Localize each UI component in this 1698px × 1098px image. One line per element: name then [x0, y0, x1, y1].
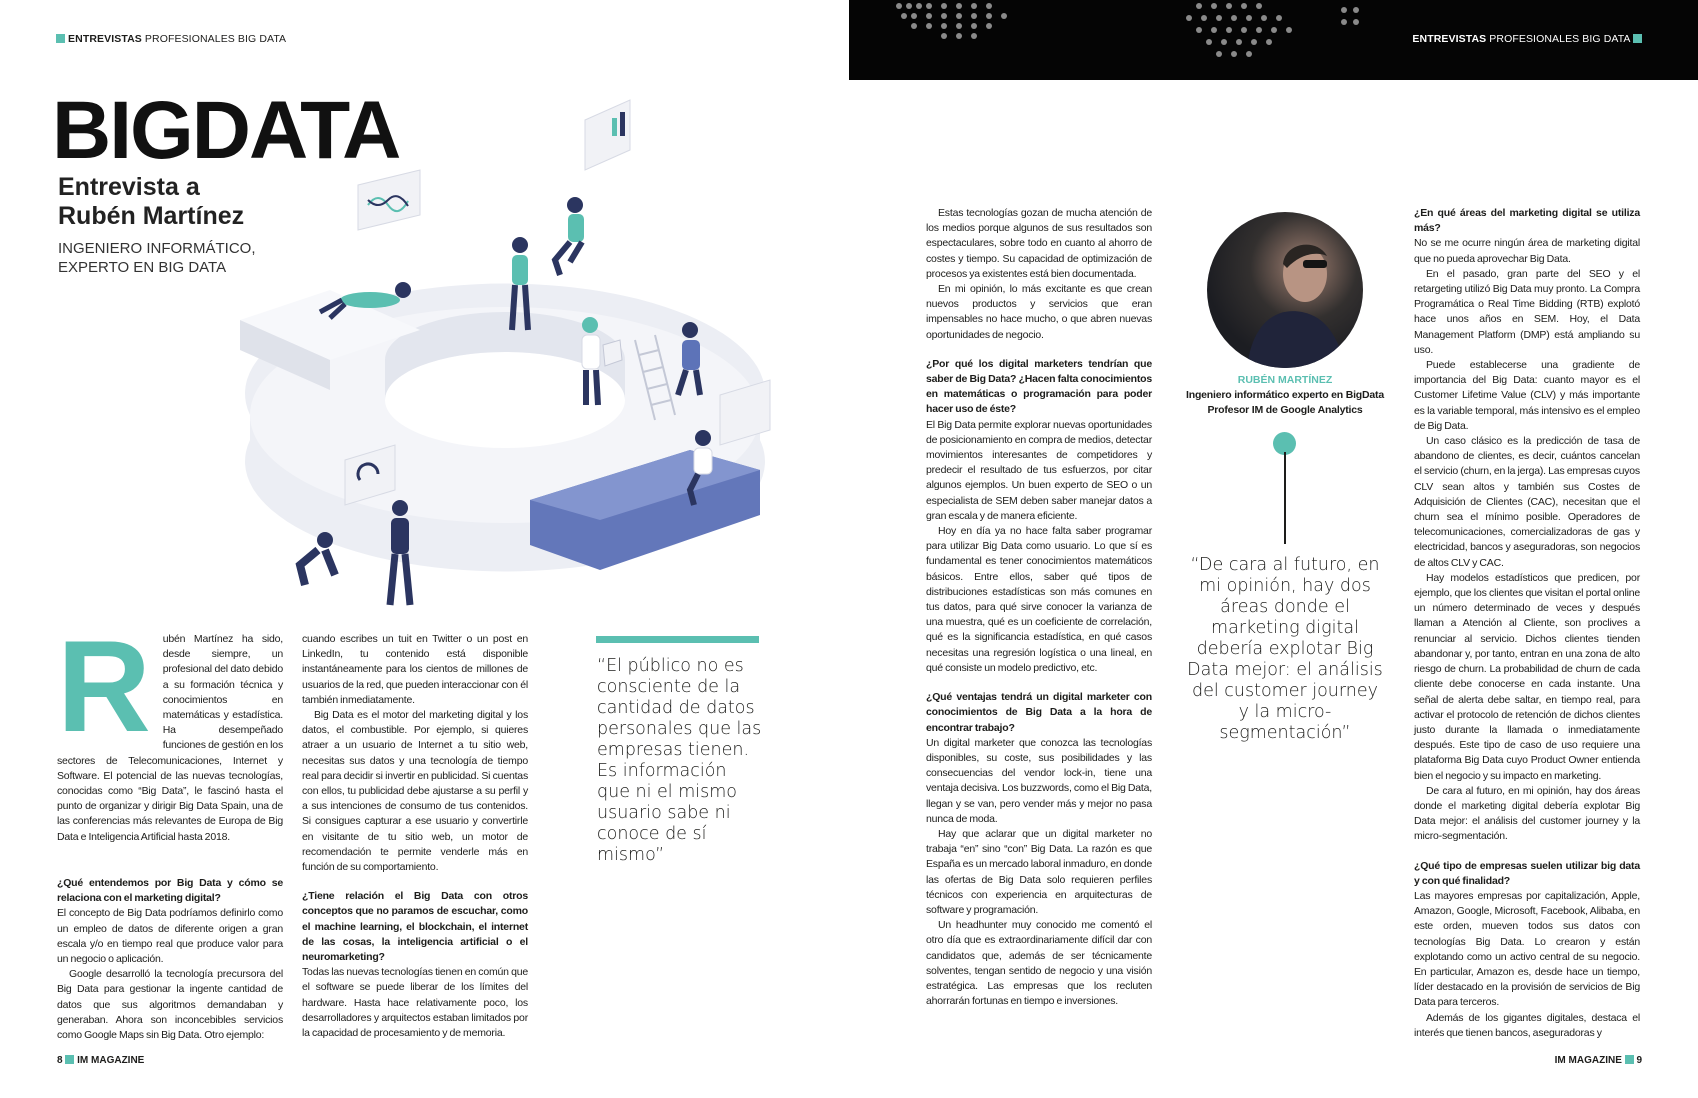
question-6: ¿Qué tipo de empresas suelen utilizar big data y con qué finalidad? — [1414, 859, 1640, 887]
subtitle-line2: Rubén Martínez — [58, 202, 245, 230]
answer-4-p3: Un headhunter muy conocido me comentó el otro día que es extraordinariamente difícil dar con candidatos que, además de ser técnicamente solventes, tengan sentido de negocio y una visión estratégica. Las empresas que los recluten ahorrarán fortunas en tiempo e inversiones. — [926, 919, 1152, 1008]
pull-quote-bar — [596, 636, 759, 643]
profile-name: RUBÉN MARTÍNEZ — [1237, 374, 1333, 386]
profile-line1: Ingeniero informático experto en BigData — [1186, 389, 1384, 401]
page-number: 8 — [57, 1055, 63, 1066]
role-line2: EXPERTO EN BIG DATA — [58, 259, 227, 276]
answer-2-p3: En mi opinión, lo más excitante es que crean nuevos productos y servicios que eran impensables no hace mucho, o que abren nuevas oportunidades de negocio. — [926, 283, 1152, 341]
column-1 — [57, 613, 283, 1043]
answer-4-p2: Hay que aclarar que un digital marketer no trabaja “en” sino “con” Big Data. La razón es que España es un mercado laboral inmaduro, en donde las ofertas de Big Data solo requieren perfiles técnicos con experiencia en arquitecturas de software y programación. — [926, 827, 1152, 916]
drop-cap: R — [57, 613, 151, 759]
answer-1-p2: Google desarrolló la tecnología precursora del Big Data para gestionar la ingente cantidad de datos que sus algoritmos demandaban y generaban. Ahora son inconcebibles servicios como Google Maps sin Big Data. Otro ejemplo: — [57, 968, 283, 1042]
answer-4-p1: Un digital marketer que conozca las tecnologías disponibles, su coste, sus posibilidades y las consecuencias del vendor lock-in, tiene una ventaja decisiva. Los buzzwords, como el Big Data, llegan y se van, pero vender más y mejor no pasa nunca de moda. — [926, 736, 1152, 825]
right-page — [849, 0, 1698, 1098]
answer-5-p4: Un caso clásico es la predicción de tasa de abandono de clientes, es decir, cuántos cancelan el servicio (churn, en la jerga). Las empresas cuyos CLV sean altos y también sus Costes de Adquisición de Clientes (CAC), necesitan que el churn sea el mínimo posible. Operadores de telecomunicaciones, comercializadoras de gas y electricidad, bancos y aseguradoras, son negocios de altos CLV y CAC. — [1414, 435, 1640, 569]
column-3 — [926, 206, 1152, 1009]
question-2: ¿Tiene relación el Big Data con otros conceptos que no paramos de escuchar, como el machine learning, el blockchain, el internet de las cosas, la inteligencia artificial o el neuromarketing? — [302, 890, 528, 964]
answer-6-p2: Además de los gigantes digitales, destaca el interés que tienen bancos, aseguradoras y — [1414, 1011, 1640, 1039]
header-section: ENTREVISTAS — [1412, 33, 1487, 45]
question-5: ¿En qué áreas del marketing digital se utiliza más? — [1414, 207, 1640, 235]
answer-5-p5: Hay modelos estadísticos que predicen, por ejemplo, que los clientes que visitan el portal online un número determinado de veces y después llaman a Atención al Cliente, son proclives a renunciar al servicio. Dichos clientes tienden abandonar y, por tanto, entran en una zona de alto riesgo de churn. La probabilidad de churn de cada cliente debe conocerse en cada instante. Una señal de alerta debe saltar, en tiempo real, para activar el protocolo de retención de dichos clientes justo durante la llamada o inmediatamente después. Este tipo de caso de uso requiere una plataforma Big Data cuyo Product Owner entienda bien el negocio y su impacto en marketing. — [1414, 571, 1640, 782]
answer-6-p1: Las mayores empresas por capitalización, Apple, Amazon, Google, Microsoft, Facebook, Alibaba, en este orden, mueven todos sus datos con tecnologías Big Data. Lo crearon y están explotando como un activo central de su negocio. En particular, Amazon es, desde hace un tiempo, líder destacado en la provisión de servicios de Big Data para terceros. — [1414, 889, 1640, 1009]
person-sitting-top — [555, 197, 584, 275]
answer-1-p1: El concepto de Big Data podríamos definirlo como un empleo de datos de diferente origen a gran escala y/o en tiempo real que produce valor para un negocio o aplicación. — [57, 907, 283, 966]
portrait-silhouette — [1207, 212, 1363, 368]
accent-square — [1633, 34, 1642, 43]
answer-3-p1: El Big Data permite explorar nuevas oportunidades de posicionamiento en compra de medios, detectar movimientos interesantes de competidores y predecir el resultado de tus esfuerzos, por citar algunos ejemplos. Un buen experto de SEO o un especialista de SEM deben saber manejar datos a gran escala y de manera eficiente. — [926, 418, 1152, 522]
page-number: 9 — [1636, 1055, 1642, 1066]
question-4: ¿Qué ventajas tendrá un digital marketer con conocimientos de Big Data a la hora de encontrar trabajo? — [926, 691, 1152, 734]
question-3: ¿Por qué los digital marketers tendrían que saber de Big Data? ¿Hacen falta conocimientos en matemáticas o programación para poder hacer uso de éste? — [926, 357, 1152, 416]
pull-quote-right: “De cara al futuro, en mi opinión, hay dos áreas donde el marketing digital debería explotar Big Data mejor: el análisis del customer journey y la micro-segmentación” — [1187, 555, 1383, 743]
answer-2-p1: Todas las nuevas tecnologías tienen en común que el software se puede liberar de los límites del hardware. Hasta hace relativamente poco, los desarrolladores y arquitectos estaban limitados por la capacidad de procesamiento y de memoria. — [302, 966, 528, 1040]
accent-square — [1625, 1055, 1634, 1064]
accent-square — [65, 1055, 74, 1064]
answer-5-p3: Puede establecerse una gradiente de importancia del Big Data: cuanto mayor es el Customer Lifetime Value (CLV) y más importante es la variable temporal, más intensivo es el empleo de Big Data. — [1414, 359, 1640, 432]
section-header — [1412, 33, 1642, 45]
floating-card-bars — [585, 100, 630, 170]
footer-brand: IM MAGAZINE — [77, 1055, 145, 1066]
footer-right — [1555, 1055, 1642, 1066]
answer-1-p4: Big Data es el motor del marketing digital y los datos, el combustible. Por ejemplo, si quieres atraer a un usuario de Internet a tu sitio web, necesitas sus datos y una tecnología de tiempo real para decidir si invertir en publicidad. Si cuentas con ellos, tu publicidad debe ajustarse a su perfil y a sus intenciones de consumo de tus contenidos. Si consigues capturar a ese usuario y convertirle en visitante de tu sitio web, un motor de recomendación te permite venderle más en función de su comportamiento. — [302, 709, 528, 874]
answer-3-p2: Hoy en día ya no hace falta saber programar para utilizar Big Data como usuario. Lo que sí es fundamental es tener conocimientos matemáticos básicos. Entre ellos, saber qué tipos de distribuciones estadísticas son más comunes en tus datos, para qué sirve conocer la varianza de una muestra, qué es un coeficiente de correlación, qué es la significancia estadística, en qué casos necesitas una regresión logística o una lineal, en qué consiste un modelo predictivo, etc. — [926, 525, 1152, 674]
column-2 — [302, 632, 528, 1041]
profile-line2: Profesor IM de Google Analytics — [1207, 404, 1363, 416]
person-kneeling — [300, 532, 335, 585]
big-title: BIGDATA — [52, 85, 400, 176]
pull-quote-left: “El público no es consciente de la cantidad de datos personales que las empresas tienen. Es información que ni el mismo usuario sabe ni conoce de sí mismo” — [597, 656, 762, 865]
floating-card-wave — [358, 170, 420, 230]
answer-2-p2: Estas tecnologías gozan de mucha atención de los medios porque algunos de sus resultados son espectaculares, sobre todo en cuanto al ahorro de costes y tiempo. Su capacidad de optimización de procesos ya existentes está bien documentada. — [926, 207, 1152, 280]
question-1: ¿Qué entendemos por Big Data y cómo se relaciona con el marketing digital? — [57, 877, 283, 905]
intro-text: ubén Martínez ha sido, desde siempre, un profesional del dato debido a su formación técnica y conocimientos en matemáticas y estadística. Ha desempeñado funciones de gestión en los sectores de Telecomunicaciones, Internet y Software. El potencial de las nuevas tecnologías, conocidas como “Big Data”, le fascinó hasta el punto de organizar y dirigir Big Data Spain, una de las conferencias más relevantes de Europa de Big Data e Inteligencia Artificial hasta 2018. — [57, 633, 283, 843]
answer-5-p2: En el pasado, gran parte del SEO y el retargeting utilizó Big Data muy pronto. La Compra Programática o Real Time Bidding (RTB) explotó hace unos años en SEM. Hoy, el Data Management Platform (DMP) está ampliando su uso. — [1414, 267, 1640, 356]
answer-1-p3: cuando escribes un tuit en Twitter o un post en LinkedIn, tu contenido está disponible instantáneamente para los cientos de millones de usuarios de la red, que pueden interaccionar con él también inmediatamente. — [302, 633, 528, 706]
answer-5-p1: No se me ocurre ningún área de marketing digital que no pueda aprovechar Big Data. — [1414, 237, 1640, 265]
subtitle-line1: Entrevista a — [58, 173, 200, 201]
footer-left — [57, 1055, 144, 1066]
header-topic: PROFESIONALES BIG DATA — [1489, 33, 1630, 45]
role-line1: INGENIERO INFORMÁTICO, — [58, 240, 256, 257]
answer-5-p6: De cara al futuro, en mi opinión, hay dos áreas donde el marketing digital debería explotar Big Data mejor: el análisis del customer journey y la micro-segmentación. — [1414, 784, 1640, 843]
footer-brand: IM MAGAZINE — [1554, 1055, 1622, 1066]
pin-line — [1284, 452, 1286, 544]
column-4 — [1414, 206, 1640, 1041]
header-topic: PROFESIONALES BIG DATA — [144, 33, 287, 45]
header-section: ENTREVISTAS — [68, 33, 142, 45]
intro-paragraph — [57, 613, 283, 854]
profile-photo — [1207, 212, 1363, 368]
